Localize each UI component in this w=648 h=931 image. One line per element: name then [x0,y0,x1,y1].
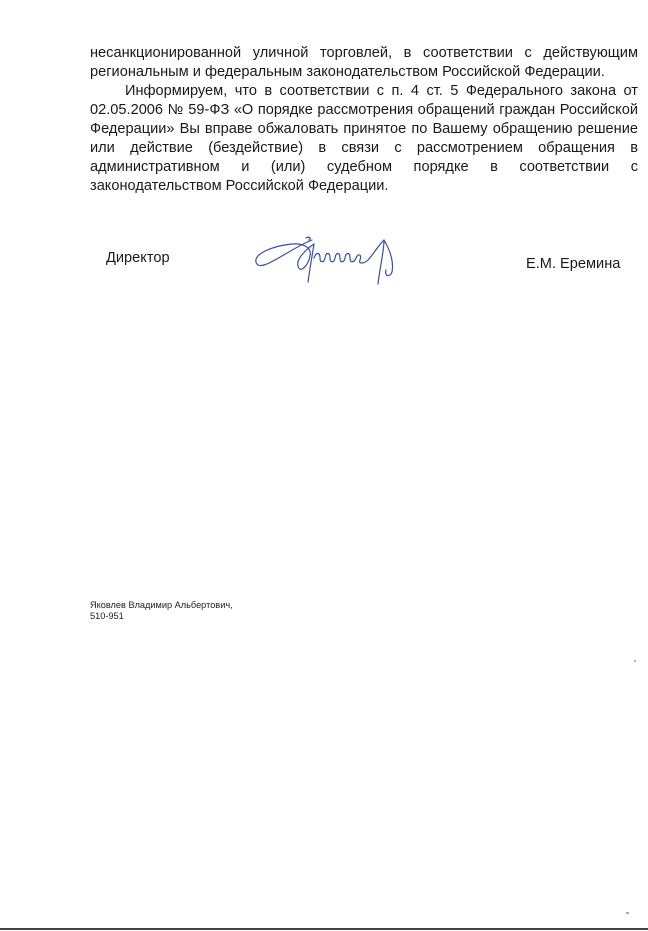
executor-info [90,600,233,622]
paragraph-continuation: несанкционированной уличной торговлей, в соответствии с действующим региональным и федеральным законодательством Российской Федерации. [90,45,638,80]
scan-speck [634,660,636,662]
executor-name: Яковлев Владимир Альбертович, [90,600,233,610]
executor-phone: 510-951 [90,611,124,621]
handwritten-signature [252,236,412,298]
signatory-name: Е.М. Еремина [526,256,621,272]
letter-body [90,44,638,196]
signatory-position: Директор [106,250,170,266]
scan-speck [626,912,629,914]
paragraph-appeal-rights: Информируем, что в соответствии с п. 4 ст. 5 Федерального закона от 02.05.2006 № 59-ФЗ «О порядке рассмотрения обращений граждан Российской Федерации» Вы вправе обжаловать принятое по Вашему обращению решение или действие (бездействие) в связи с рассмотрением обращения в административном и (или) судебном порядке в соответствии с законодательством Российской Федерации. [90,83,638,194]
scan-bottom-edge [0,928,648,930]
signature-block [0,248,648,308]
